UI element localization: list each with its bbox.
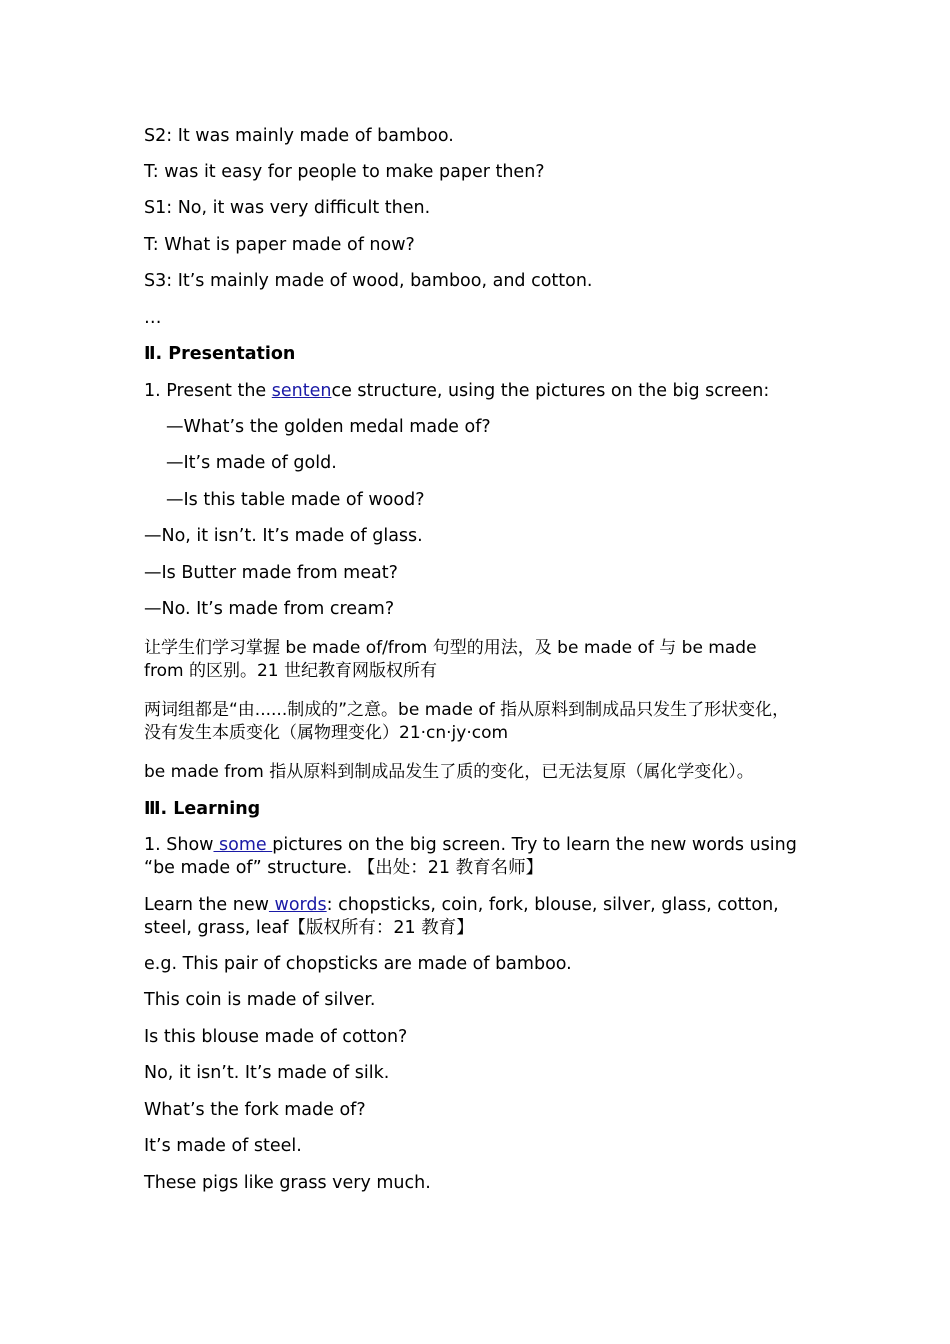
ellipsis-line: … bbox=[144, 308, 162, 328]
example-sentence-1: e.g. This pair of chopsticks are made of bamboo. bbox=[144, 954, 572, 974]
dialogue-line-t2: T: What is paper made of now? bbox=[144, 235, 415, 255]
example-sentence-4: No, it isn’t. It’s made of silk. bbox=[144, 1063, 390, 1083]
example-sentence-7: These pigs like grass very much. bbox=[144, 1173, 431, 1193]
chinese-note-3: be made from 指从原料到制成品发生了质的变化，已无法复原（属化学变化）。 bbox=[144, 762, 754, 782]
dialogue-line-s1: S1: No, it was very difficult then. bbox=[144, 198, 431, 218]
new-words-line-cont: steel, grass, leaf【版权所有：21 教育】 bbox=[144, 918, 474, 938]
step-text-pre: 1. Present the bbox=[144, 381, 272, 401]
chinese-note-2a: 两词组都是“由......制成的”之意。be made of 指从原料到制成品只发生了形状变化， bbox=[144, 700, 790, 720]
presentation-step-1 bbox=[144, 380, 769, 403]
step-text-post: ce structure, using the pictures on the big screen: bbox=[331, 381, 770, 401]
example-sentence-2: This coin is made of silver. bbox=[144, 990, 376, 1010]
chinese-note-2b: 没有发生本质变化（属物理变化）21·cn·jy·com bbox=[144, 723, 509, 743]
learning-step-1 bbox=[144, 834, 797, 857]
dialogue-example-5: —Is Butter made from meat? bbox=[144, 563, 398, 583]
section-heading-learning: Ⅲ. Learning bbox=[144, 799, 261, 819]
sentence-link[interactable]: senten bbox=[271, 381, 332, 401]
dialogue-example-4: —No, it isn’t. It’s made of glass. bbox=[144, 526, 423, 546]
dialogue-example-3: —Is this table made of wood? bbox=[166, 490, 425, 510]
chinese-note-1a: 让学生们学习掌握 be made of/from 句型的用法，及 be made of 与 be made bbox=[144, 638, 757, 658]
dialogue-line-s3: S3: It’s mainly made of wood, bamboo, and cotton. bbox=[144, 271, 593, 291]
words-text-pre: Learn the new bbox=[144, 895, 269, 915]
dialogue-example-2: —It’s made of gold. bbox=[166, 453, 337, 473]
dialogue-line-s2: S2: It was mainly made of bamboo. bbox=[144, 126, 454, 146]
words-text-post: : chopsticks, coin, fork, blouse, silver, glass, cotton, bbox=[326, 895, 779, 915]
dialogue-line-t1: T: was it easy for people to make paper then? bbox=[144, 162, 545, 182]
dialogue-example-1: —What’s the golden medal made of? bbox=[166, 417, 491, 437]
dialogue-example-6: —No. It’s made from cream? bbox=[144, 599, 395, 619]
section-heading-presentation: Ⅱ. Presentation bbox=[144, 344, 296, 364]
example-sentence-3: Is this blouse made of cotton? bbox=[144, 1027, 408, 1047]
new-words-line bbox=[144, 894, 779, 917]
step-text-pre: 1. Show bbox=[144, 835, 214, 855]
step-text-post: pictures on the big screen. Try to learn the new words using bbox=[272, 835, 797, 855]
chinese-note-1b: from 的区别。21 世纪教育网版权所有 bbox=[144, 661, 438, 681]
learning-step-1-cont: “be made of” structure. 【出处：21 教育名师】 bbox=[144, 858, 544, 878]
words-link[interactable]: words bbox=[268, 895, 327, 915]
example-sentence-5: What’s the fork made of? bbox=[144, 1100, 366, 1120]
example-sentence-6: It’s made of steel. bbox=[144, 1136, 302, 1156]
some-link[interactable]: some bbox=[213, 835, 273, 855]
